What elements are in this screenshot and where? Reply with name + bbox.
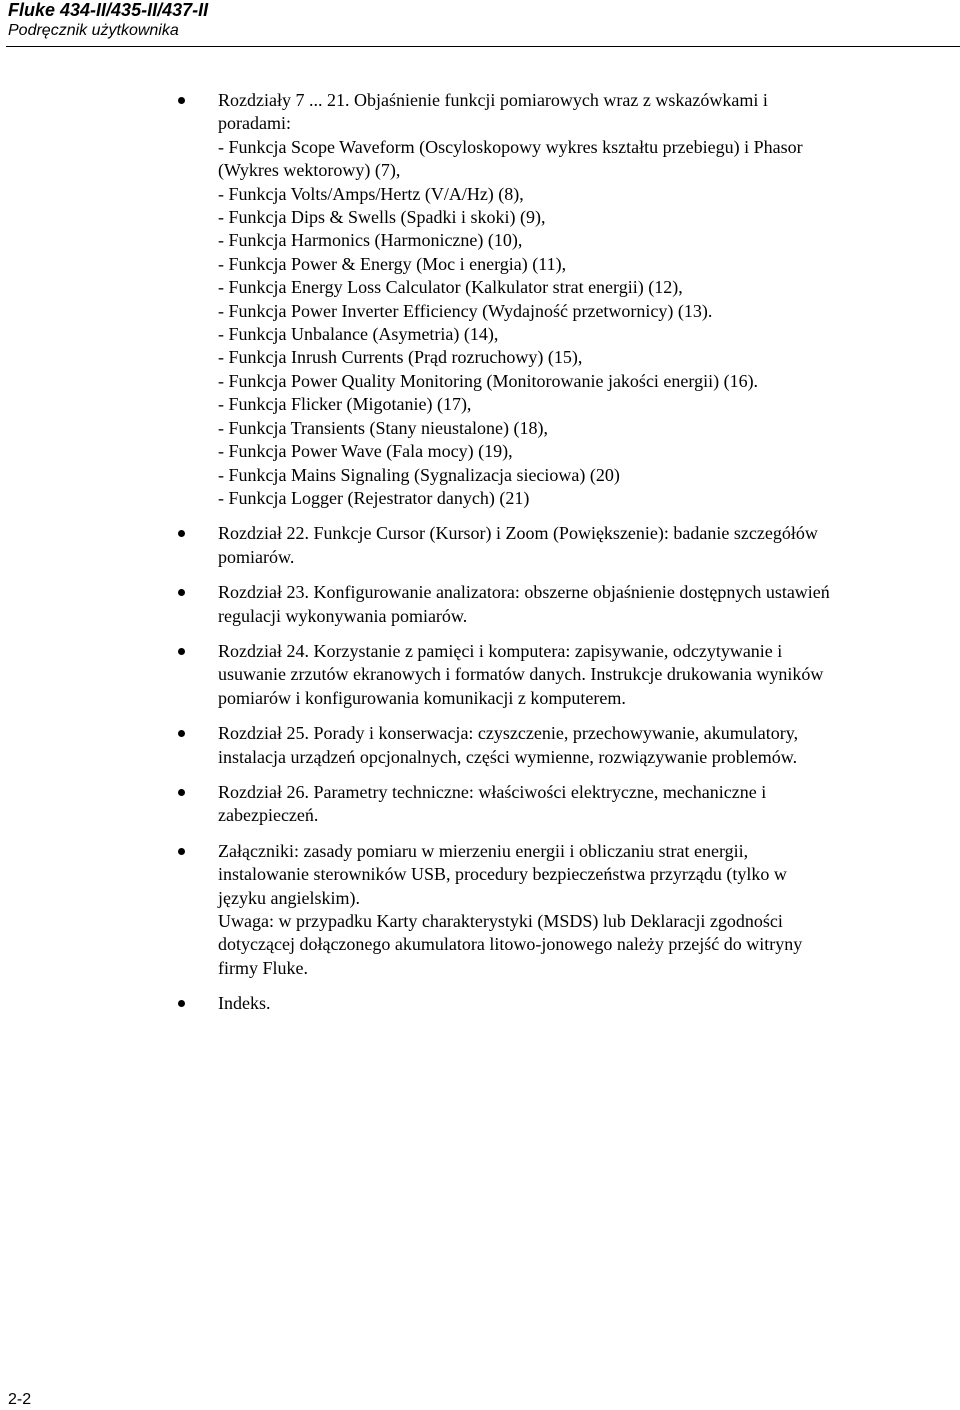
bullet-dot-icon [178, 789, 185, 796]
bullet-line: języku angielskim). [218, 887, 360, 908]
bullet-dot-icon [178, 97, 185, 104]
bullet-line: - Funkcja Power Quality Monitoring (Monitorowanie jakości energii) (16). [218, 370, 759, 391]
bullet-item-index [176, 992, 946, 1015]
bullet-line: - Funkcja Power Inverter Efficiency (Wydajność przetwornicy) (13). [218, 300, 713, 321]
bullet-line: - Funkcja Flicker (Migotanie) (17), [218, 394, 472, 415]
document-subtitle: Podręcznik użytkownika [8, 22, 179, 39]
document-title: Fluke 434-II/435-II/437-II [8, 0, 209, 20]
bullet-line: instalacja urządzeń opcjonalnych, części wymienne, rozwiązywanie problemów. [218, 746, 798, 767]
bullet-line: Rozdziały 7 ... 21. Objaśnienie funkcji pomiarowych wraz z wskazówkami i [218, 90, 768, 110]
bullet-line: Indeks. [218, 993, 271, 1014]
bullet-line: Rozdział 23. Konfigurowanie analizatora: obszerne objaśnienie dostępnych ustawień [218, 582, 830, 603]
bullet-line: pomiarów i konfigurowania komunikacji z komputerem. [218, 687, 626, 708]
bullet-dot-icon [178, 589, 185, 596]
bullet-item-chapter-26 [176, 781, 946, 828]
bullet-line: - Funkcja Harmonics (Harmoniczne) (10), [218, 230, 523, 251]
bullet-item-chapter-24 [176, 640, 946, 710]
bullet-dot-icon [178, 1000, 185, 1007]
bullet-item-chapters-7-21 [176, 89, 946, 510]
bullet-dot-icon [178, 730, 185, 737]
bullet-line: Załączniki: zasady pomiaru w mierzeniu energii i obliczaniu strat energii, [218, 840, 749, 861]
bullet-line: poradami: [218, 113, 291, 134]
bullet-line: - Funkcja Unbalance (Asymetria) (14), [218, 324, 499, 345]
bullet-line: - Funkcja Energy Loss Calculator (Kalkulator strat energii) (12), [218, 277, 683, 298]
bullet-line: - Funkcja Inrush Currents (Prąd rozruchowy) (15), [218, 347, 583, 368]
bullet-dot-icon [178, 648, 185, 655]
bullet-line: - Funkcja Scope Waveform (Oscyloskopowy wykres kształtu przebiegu) i Phasor [218, 136, 803, 157]
bullet-line: Rozdział 24. Korzystanie z pamięci i komputera: zapisywanie, odczytywanie i [218, 640, 783, 661]
page-header [6, 0, 960, 47]
bullet-line: dotyczącej dołączonego akumulatora litowo-jonowego należy przejść do witryny [218, 934, 803, 955]
bullet-line: usuwanie zrzutów ekranowych i formatów danych. Instrukcje drukowania wyników [218, 664, 824, 685]
bullet-line: Rozdział 26. Parametry techniczne: właściwości elektryczne, mechaniczne i [218, 781, 767, 802]
page-number: 2-2 [8, 1391, 32, 1408]
bullet-line: - Funkcja Power & Energy (Moc i energia) (11), [218, 253, 567, 274]
bullet-item-chapter-23 [176, 581, 946, 628]
bullet-line: - Funkcja Power Wave (Fala mocy) (19), [218, 441, 513, 462]
bullet-line: - Funkcja Dips & Swells (Spadki i skoki) (9), [218, 207, 546, 228]
bullet-line: - Funkcja Logger (Rejestrator danych) (21) [218, 487, 530, 508]
bullet-line: instalowanie sterowników USB, procedury bezpieczeństwa przyrządu (tylko w [218, 864, 787, 885]
bullet-dot-icon [178, 530, 185, 537]
bullet-item-chapter-25 [176, 722, 946, 769]
bullet-line: firmy Fluke. [218, 957, 308, 978]
bullet-line: (Wykres wektorowy) (7), [218, 160, 401, 181]
bullet-line: Rozdział 22. Funkcje Cursor (Kursor) i Zoom (Powiększenie): badanie szczegółów [218, 523, 818, 544]
bullet-list [176, 89, 946, 1028]
bullet-line: zabezpieczeń. [218, 805, 319, 826]
bullet-item-chapter-22 [176, 522, 946, 569]
bullet-item-appendices [176, 840, 946, 980]
bullet-line: regulacji wykonywania pomiarów. [218, 605, 468, 626]
bullet-dot-icon [178, 848, 185, 855]
bullet-line: - Funkcja Mains Signaling (Sygnalizacja sieciowa) (20) [218, 464, 620, 485]
bullet-line: Uwaga: w przypadku Karty charakterystyki (MSDS) lub Deklaracji zgodności [218, 911, 783, 931]
bullet-line: pomiarów. [218, 546, 295, 567]
bullet-line: - Funkcja Transients (Stany nieustalone) (18), [218, 417, 548, 438]
bullet-line: Rozdział 25. Porady i konserwacja: czyszczenie, przechowywanie, akumulatory, [218, 723, 799, 744]
bullet-line: - Funkcja Volts/Amps/Hertz (V/A/Hz) (8), [218, 183, 524, 204]
